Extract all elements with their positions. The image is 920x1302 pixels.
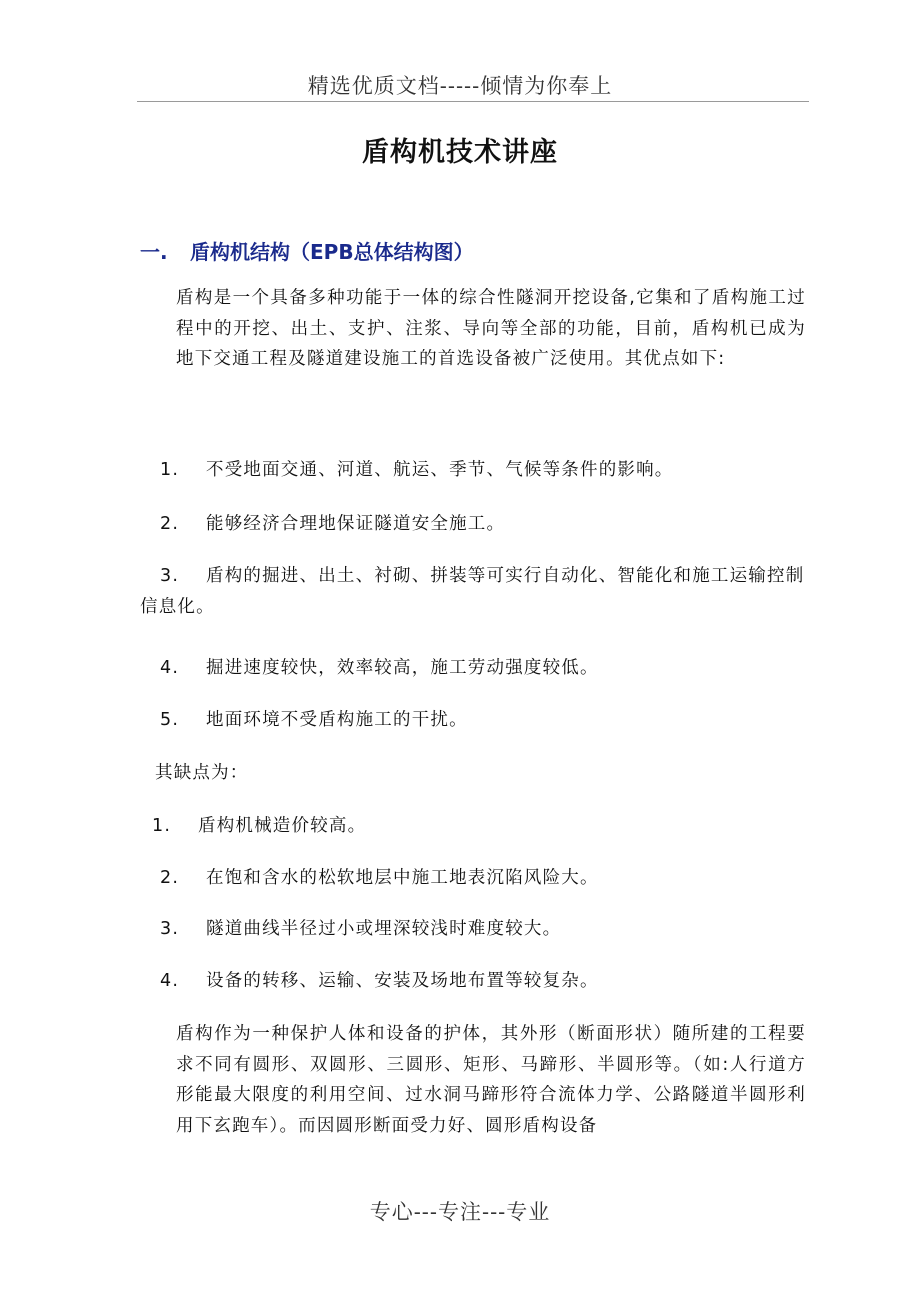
item-number: 1.: [152, 816, 172, 836]
advantage-item: [160, 455, 674, 485]
page-header: 精选优质文档-----倾情为你奉上: [307, 74, 613, 98]
disadvantage-item: [152, 811, 366, 841]
disadvantages-label: 其缺点为：: [155, 763, 249, 783]
closing-paragraph: [140, 1019, 806, 1141]
page-footer: 专心---专注---专业: [369, 1200, 551, 1224]
item-text: 在饱和含水的松软地层中施工地表沉陷风险大。: [206, 868, 599, 888]
item-text: 隧道曲线半径过小或埋深较浅时难度较大。: [206, 919, 562, 939]
advantage-item: [160, 653, 599, 683]
section-title: 盾构机结构（EPB总体结构图）: [190, 240, 474, 264]
disadvantage-item: [160, 914, 561, 944]
item-text: 不受地面交通、河道、航运、季节、气候等条件的影响。: [206, 460, 674, 480]
item-text: 掘进速度较快，效率较高，施工劳动强度较低。: [206, 658, 599, 678]
item-number: 1.: [160, 460, 180, 480]
item-text: 地面环境不受盾构施工的干扰。: [206, 710, 468, 730]
disadvantage-item: [160, 966, 599, 996]
item-text: 能够经济合理地保证隧道安全施工。: [206, 514, 506, 534]
section-number: 一.: [140, 240, 168, 264]
item-number: 5.: [160, 710, 180, 730]
item-text: 设备的转移、运输、安装及场地布置等较复杂。: [206, 971, 599, 991]
item-text: 盾构机械造价较高。: [198, 816, 367, 836]
section-heading: [140, 236, 474, 265]
document-title: 盾构机技术讲座: [362, 137, 558, 168]
item-number: 2.: [160, 868, 180, 888]
item-number: 2.: [160, 514, 180, 534]
advantage-item: [160, 705, 468, 735]
header-divider: [137, 101, 809, 102]
intro-text: 盾构是一个具备多种功能于一体的综合性隧洞开挖设备,它集和了盾构施工过程中的开挖、出土、支护、注浆、导向等全部的功能，目前，盾构机已成为地下交通工程及隧道建设施工的首选设备被广泛使用。其优点如下:: [176, 288, 806, 369]
item-number: 4.: [160, 971, 180, 991]
disadvantage-item: [160, 863, 599, 893]
item-text: 盾构的掘进、出土、衬砌、拼装等可实行自动化、智能化和施工运输控制信息化。: [140, 566, 805, 617]
closing-text: 盾构作为一种保护人体和设备的护体，其外形（断面形状）随所建的工程要求不同有圆形、双圆形、三圆形、矩形、马蹄形、半圆形等。（如:人行道方形能最大限度的利用空间、过水洞马蹄形符合流体力学、公路隧道半圆形利用下玄跑车）。而因圆形断面受力好、圆形盾构设备: [176, 1024, 806, 1136]
advantage-item: [140, 561, 810, 623]
item-number: 3.: [160, 566, 180, 586]
intro-paragraph: [140, 283, 806, 375]
advantage-item: [160, 509, 505, 539]
item-number: 4.: [160, 658, 180, 678]
item-number: 3.: [160, 919, 180, 939]
